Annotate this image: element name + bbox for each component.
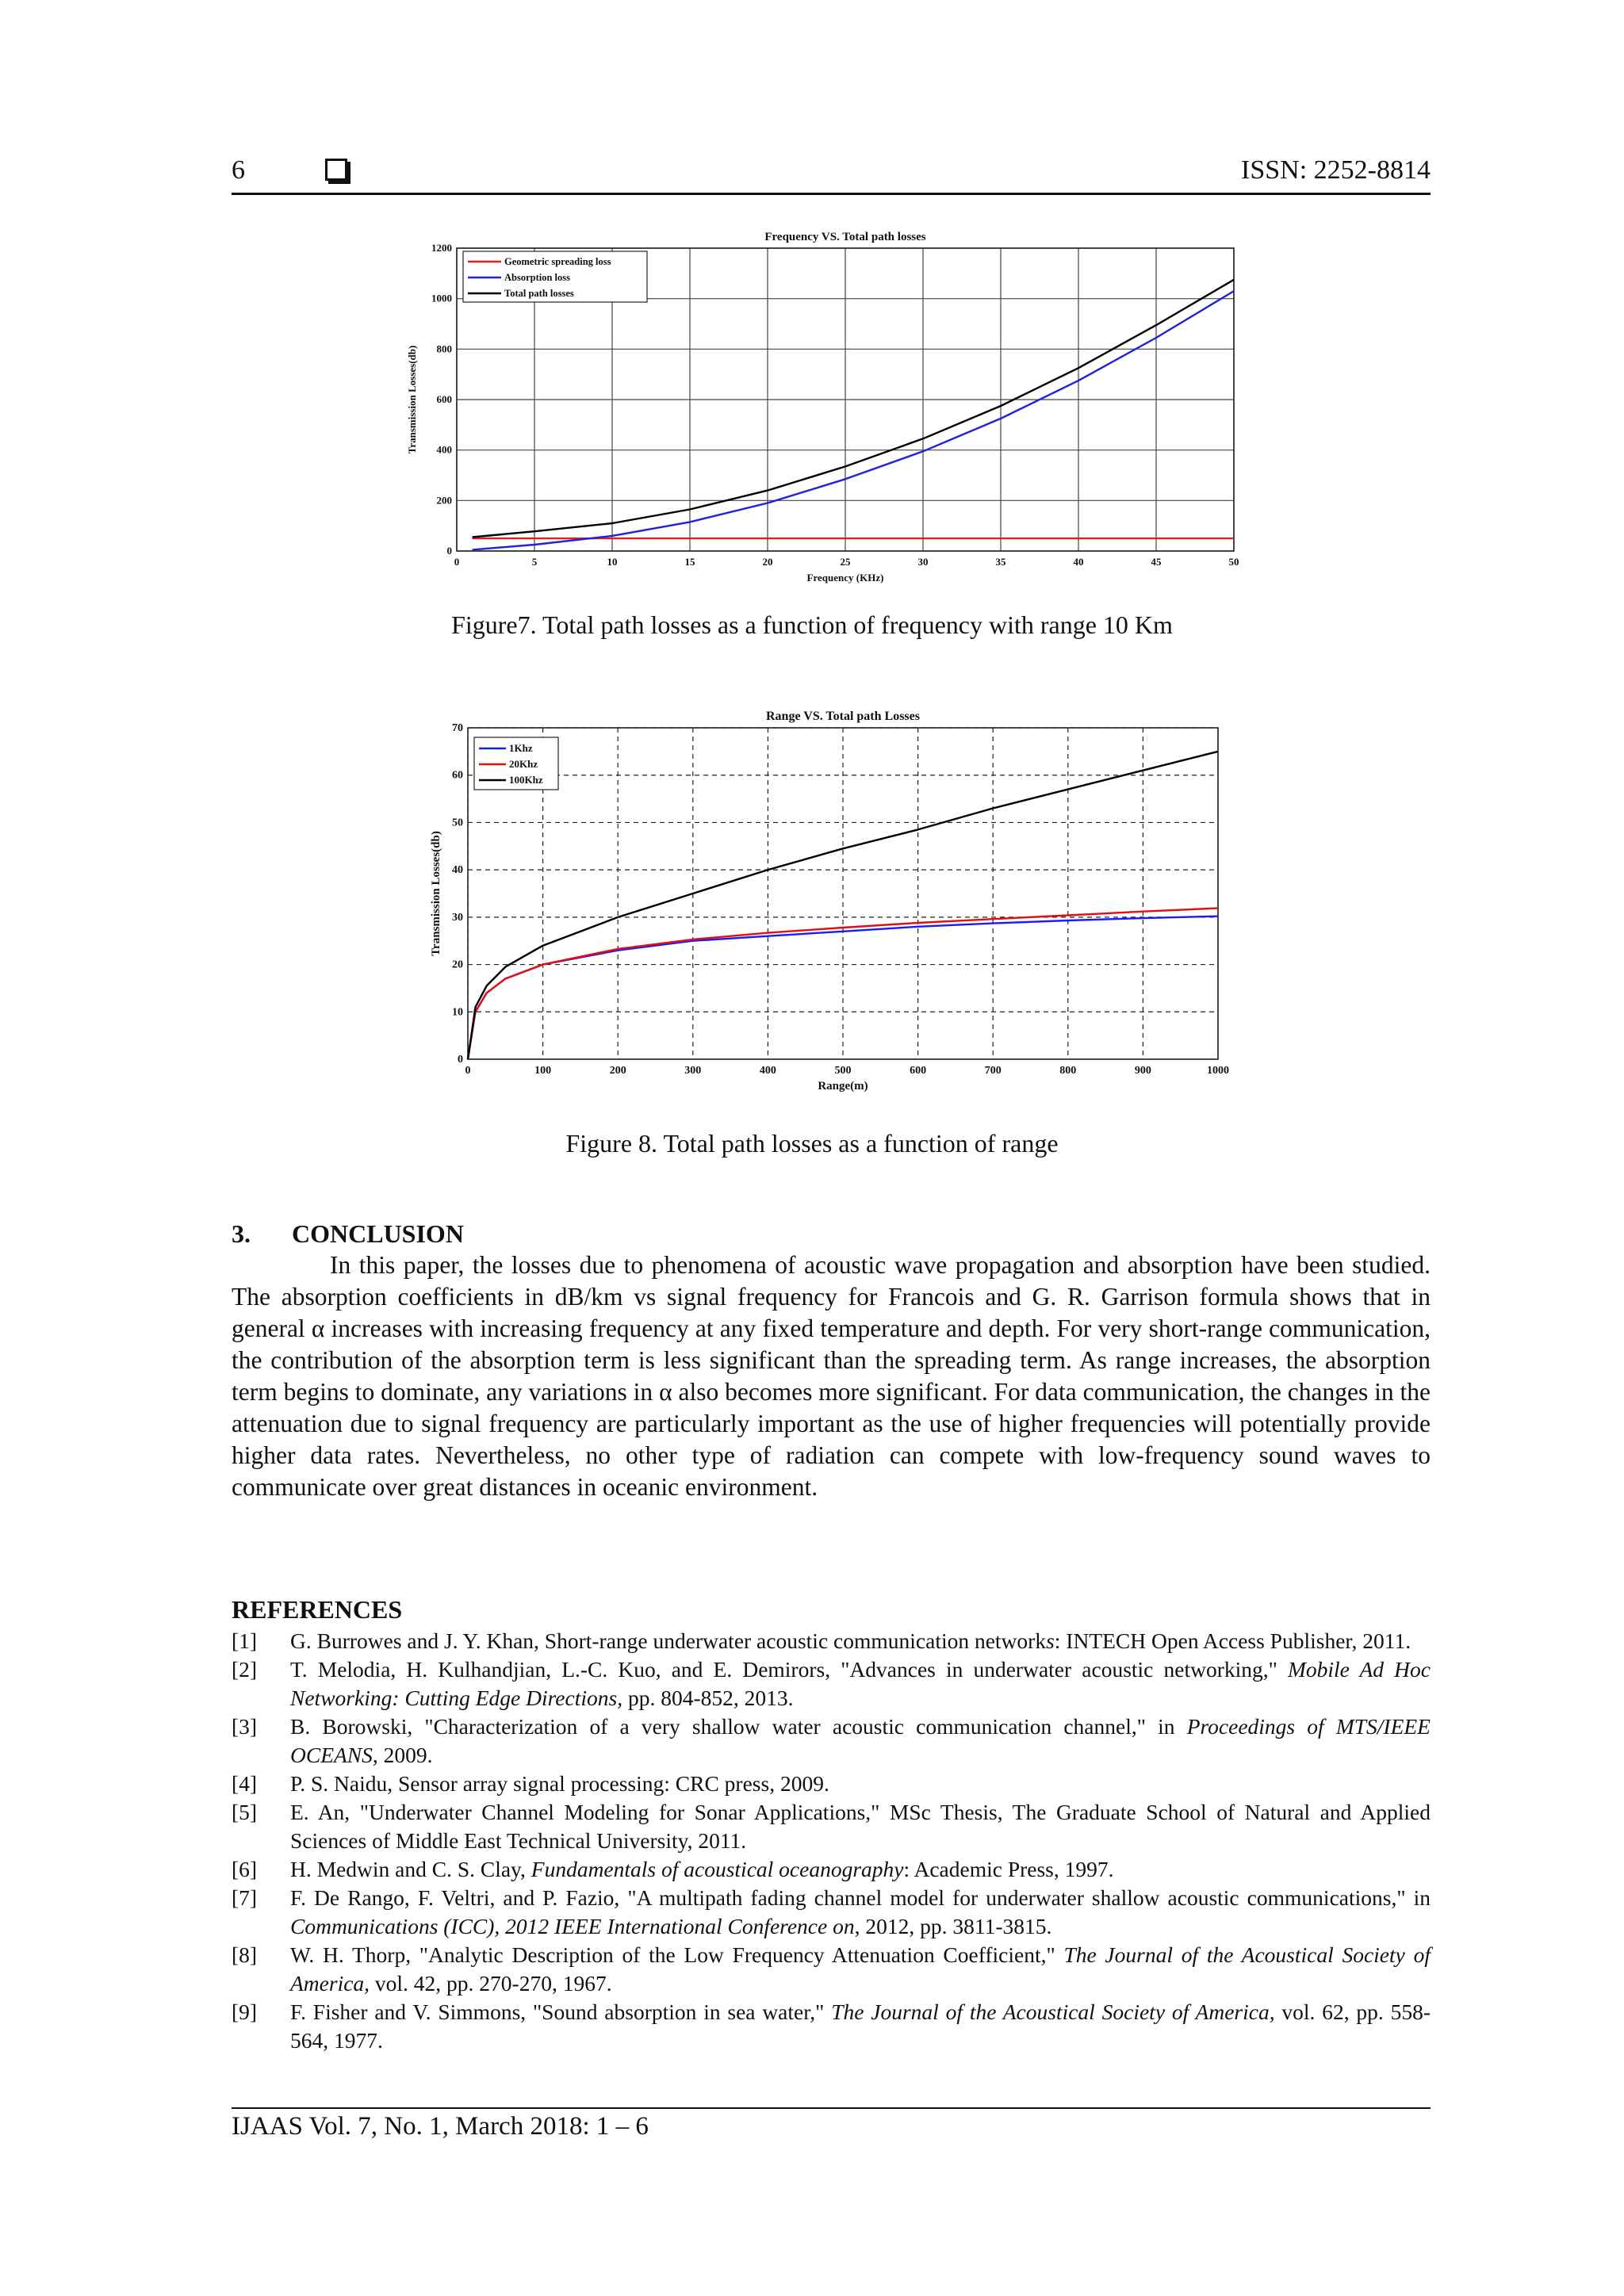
x-tick-label: 900 [1134,1065,1151,1077]
x-axis-label: Range(m) [818,1080,868,1093]
x-tick-label: 35 [995,556,1006,568]
reference-text: F. De Rango, F. Veltri, and P. Fazio, "A multipath fading channel model for underwater shallow acoustic communications," in [290,1885,1431,1910]
reference-number: [5] [232,1800,258,1824]
x-tick-label: 100 [534,1065,552,1077]
reference-number: [1] [232,1628,258,1653]
legend-label: Total path losses [504,288,574,299]
x-tick-label: 40 [1073,556,1084,568]
series-line-absorption-loss [473,291,1234,549]
x-tick-label: 600 [910,1065,927,1077]
reference-item [232,1770,1431,1798]
y-tick-label: 200 [436,494,452,507]
reference-item [232,1884,1431,1941]
section-title: CONCLUSION [292,1219,464,1248]
reference-tail: pp. 804-852, 2013. [622,1686,794,1710]
page-number: 6 [232,155,245,185]
reference-italic: Proceedings of MTS/IEEE OCEANS [290,1714,1431,1767]
figure7-chart [396,224,1253,588]
figure7-caption: Figure7. Total path losses as a function of frequency with range 10 Km [451,610,1173,639]
reference-text: B. Borowski, "Characterization of a very shallow water acoustic communication channel," in [290,1714,1187,1739]
reference-number: [9] [232,1999,258,2024]
reference-tail: , 2009. [372,1743,433,1767]
reference-italic: The Journal of the Acoustical Society of America, [290,1942,1431,1996]
x-tick-label: 20 [762,556,773,568]
page-footer: IJAAS Vol. 7, No. 1, March 2018: 1 – 6 [232,2112,649,2141]
legend-label: 1Khz [509,742,533,754]
y-tick-label: 20 [452,959,463,971]
footer-rule [232,2107,1431,2109]
x-tick-label: 400 [759,1065,776,1077]
reference-text: H. Medwin and C. S. Clay, [290,1857,531,1881]
reference-text: E. An, "Underwater Channel Modeling for Sonar Applications," MSc Thesis, The Graduate School of Natural and Applied Sciences of Middle East Technical University, 2011. [290,1800,1431,1853]
reference-item [232,1941,1431,1998]
reference-item [232,1655,1431,1712]
reference-item [232,1798,1431,1855]
reference-item [232,1855,1431,1884]
x-tick-label: 200 [609,1065,626,1077]
reference-italic: s [1046,1628,1055,1653]
x-tick-label: 50 [1228,556,1239,568]
x-tick-label: 45 [1151,556,1162,568]
reference-item [232,1998,1431,2055]
reference-italic: Mobile Ad Hoc Networking: Cutting Edge Directions, [290,1657,1431,1710]
x-tick-label: 5 [531,556,538,568]
reference-text: F. Fisher and V. Simmons, "Sound absorption in sea water," [290,1999,832,2024]
x-axis-label: Frequency (KHz) [806,572,884,584]
y-tick-label: 1200 [431,242,452,254]
references-heading: REFERENCES [232,1595,403,1624]
y-tick-label: 10 [452,1006,463,1019]
reference-tail: : INTECH Open Access Publisher, 2011. [1054,1628,1411,1653]
reference-italic: Fundamentals of acoustical oceanography [530,1857,904,1881]
y-tick-label: 50 [452,817,463,829]
series-line-total-path-losses [473,280,1234,538]
y-tick-label: 40 [452,864,463,877]
legend-label: Geometric spreading loss [504,256,611,267]
reference-item [232,1712,1431,1770]
y-tick-label: 0 [446,545,452,557]
reference-number: [4] [232,1771,258,1796]
reference-number: [2] [232,1657,258,1682]
section-number: 3. [232,1219,251,1248]
x-tick-label: 30 [917,556,929,568]
conclusion-heading [232,1219,464,1249]
y-axis-label: Transmission Losses(db) [406,345,418,454]
reference-italic: The Journal of the Acoustical Society of America, [831,1999,1275,2024]
x-tick-label: 300 [684,1065,702,1077]
reference-tail: , 2012, pp. 3811-3815. [854,1914,1052,1938]
reference-number: [8] [232,1942,258,1967]
x-tick-label: 500 [834,1065,852,1077]
reference-text: P. S. Naidu, Sensor array signal processing: CRC press, 2009. [290,1771,829,1796]
issn: ISSN: 2252-8814 [1241,155,1431,185]
x-tick-label: 700 [984,1065,1002,1077]
reference-tail: vol. 62, pp. 558-564, 1977. [290,1999,1431,2053]
reference-tail: vol. 42, pp. 270-270, 1967. [370,1971,612,1996]
y-tick-label: 1000 [431,292,452,304]
page-header [232,155,1431,192]
figure8-caption: Figure 8. Total path losses as a function of range [565,1129,1059,1158]
y-tick-label: 60 [452,769,463,782]
x-tick-label: 25 [840,556,851,568]
reference-italic: Communications (ICC), 2012 IEEE International Conference on [290,1914,855,1938]
chart-title: Range VS. Total path Losses [766,710,920,723]
figure8-chart [420,698,1245,1110]
y-tick-label: 0 [458,1054,463,1066]
header-rule [232,193,1431,195]
figure7-svg [396,224,1253,588]
conclusion-paragraph: In this paper, the losses due to phenomena of acoustic wave propagation and absorption have been studied. The absorption coefficients in dB/km vs signal frequency for Francois and G. R. Garrison formula shows that in general α increases with increasing frequency at any fixed temperature and depth. For very short-range communication, the contribution of the absorption term is less significant than the spreading term. As range increases, the absorption term begins to dominate, any variations in α also becomes more significant. For data communication, the changes in the attenuation due to signal frequency are particularly important as the use of higher frequencies will potentially provide higher data rates. Nevertheless, no other type of radiation can compete with low-frequency sound waves to communicate over great distances in oceanic environment. [232,1251,1431,1501]
legend-label: 100Khz [509,774,543,786]
x-tick-label: 800 [1059,1065,1077,1077]
reference-item [232,1627,1431,1655]
square-bullet-icon [325,159,347,181]
x-tick-label: 0 [465,1065,471,1077]
reference-number: [6] [232,1857,258,1881]
reference-tail: : Academic Press, 1997. [903,1857,1114,1881]
legend-label: 20Khz [509,758,538,770]
y-tick-label: 70 [452,722,463,734]
references-list [232,1627,1431,2055]
reference-text: W. H. Thorp, "Analytic Description of the Low Frequency Attenuation Coefficient," [290,1942,1064,1967]
reference-number: [3] [232,1714,258,1739]
y-axis-label: Transmission Losses(db) [430,831,442,956]
reference-text: G. Burrowes and J. Y. Khan, Short-range underwater acoustic communication network [290,1628,1047,1653]
x-tick-label: 15 [684,556,695,568]
x-tick-label: 10 [607,556,618,568]
y-tick-label: 30 [452,911,463,924]
legend-label: Absorption loss [504,272,571,283]
figure8-svg [420,698,1245,1110]
y-tick-label: 800 [436,342,452,355]
y-tick-label: 400 [436,443,452,456]
x-tick-label: 0 [454,556,460,568]
reference-text: T. Melodia, H. Kulhandjian, L.-C. Kuo, and E. Demirors, "Advances in underwater acoustic networking," [290,1657,1288,1682]
y-tick-label: 600 [436,393,452,405]
chart-title: Frequency VS. Total path losses [764,231,926,243]
x-tick-label: 1000 [1207,1065,1229,1077]
reference-number: [7] [232,1885,258,1910]
